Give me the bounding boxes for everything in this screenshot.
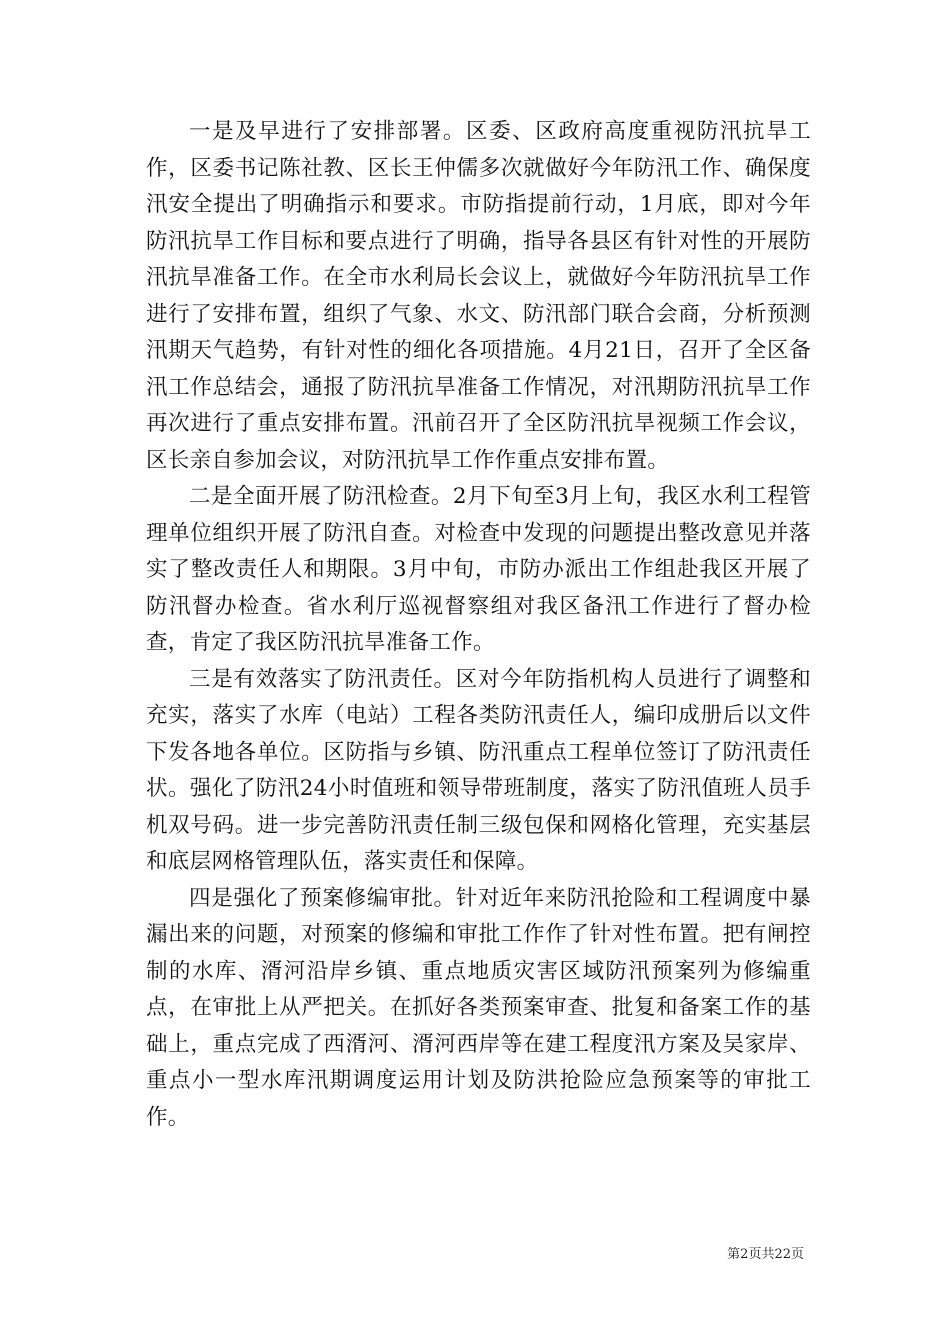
document-body: [146, 114, 811, 1136]
paragraph-4: 四是强化了预案修编审批。针对近年来防汛抢险和工程调度中暴漏出来的问题，对预案的修编和审批工作作了针对性布置。把有闸控制的水库、湑河沿岸乡镇、重点地质灾害区域防汛预案列为修编重点，在审批上从严把关。在抓好各类预案审查、批复和备案工作的基础上，重点完成了西湑河、湑河西岸等在建工程度汛方案及吴家岸、重点小一型水库汛期调度运用计划及防洪抢险应急预案等的审批工作。: [146, 885, 811, 1130]
page-number: 第2页共22页: [727, 1247, 804, 1262]
paragraph-3: 三是有效落实了防汛责任。区对今年防指机构人员进行了调整和充实，落实了水库（电站）工程各类防汛责任人，编印成册后以文件下发各地各单位。区防指与乡镇、防汛重点工程单位签订了防汛责任状。强化了防汛24小时值班和领导带班制度，落实了防汛值班人员手机双号码。进一步完善防汛责任制三级包保和网格化管理，充实基层和底层网格管理队伍，落实责任和保障。: [146, 666, 811, 874]
paragraph-2: 二是全面开展了防汛检查。2月下旬至3月上旬，我区水利工程管理单位组织开展了防汛自查。对检查中发现的问题提出整改意见并落实了整改责任人和期限。3月中旬，市防办派出工作组赴我区开展了防汛督办检查。省水利厅巡视督察组对我区备汛工作进行了督办检查，肯定了我区防汛抗旱准备工作。: [146, 484, 811, 655]
paragraph-1: 一是及早进行了安排部署。区委、区政府高度重视防汛抗旱工作，区委书记陈社教、区长王仲儒多次就做好今年防汛工作、确保度汛安全提出了明确指示和要求。市防指提前行动，1月底，即对今年防汛抗旱工作目标和要点进行了明确，指导各县区有针对性的开展防汛抗旱准备工作。在全市水利局长会议上，就做好今年防汛抗旱工作进行了安排布置，组织了气象、水文、防汛部门联合会商，分析预测汛期天气趋势，有针对性的细化各项措施。4月21日，召开了全区备汛工作总结会，通报了防汛抗旱准备工作情况，对汛期防汛抗旱工作再次进行了重点安排布置。汛前召开了全区防汛抗旱视频工作会议，区长亲自参加会议，对防汛抗旱工作作重点安排布置。: [146, 119, 811, 473]
